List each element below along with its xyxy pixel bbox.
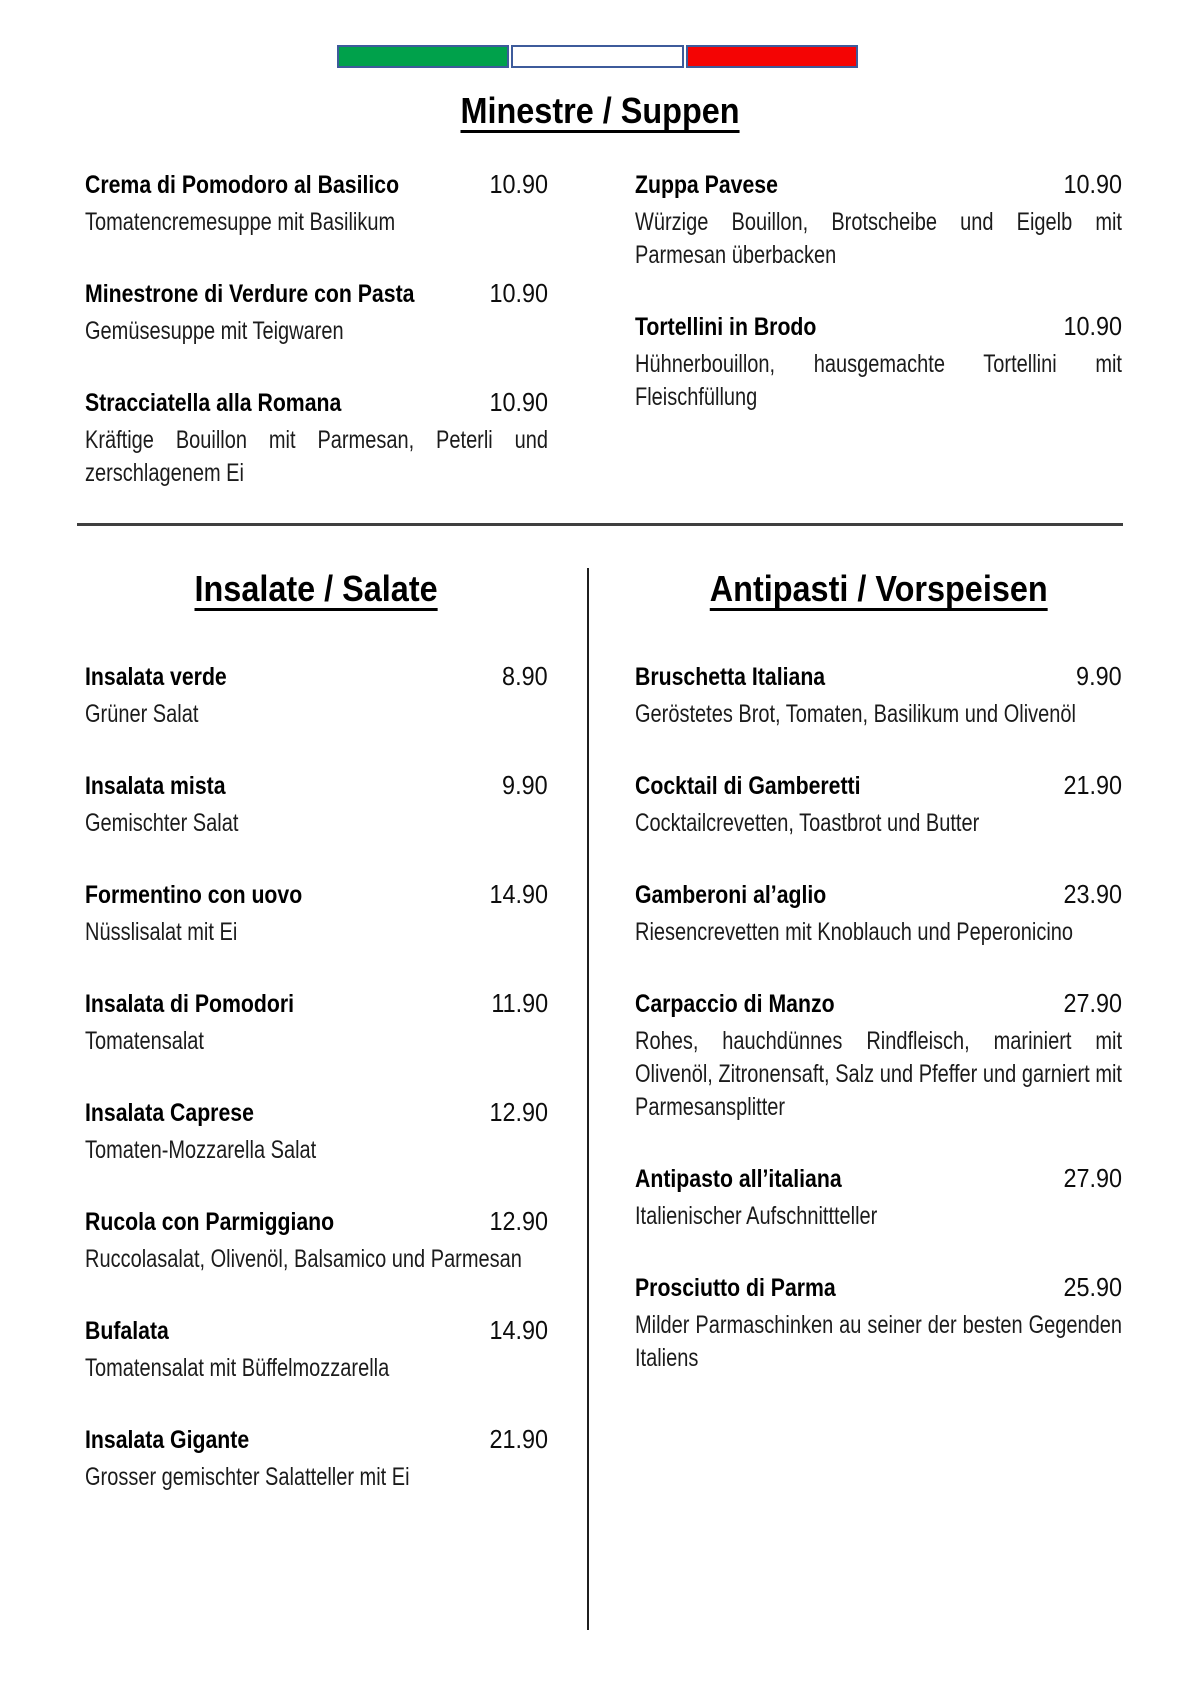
item-description: Kräftige Bouillon mit Parmesan, Peterli und zerschlagenem Ei xyxy=(85,426,548,487)
soups-left-column xyxy=(85,168,548,528)
menu-item-header xyxy=(635,1162,1122,1195)
item-description: Gemüsesuppe mit Teigwaren xyxy=(85,317,344,345)
item-price: 11.90 xyxy=(491,988,548,1018)
item-description: Riesencrevetten mit Knoblauch und Peperonicino xyxy=(635,918,1074,946)
item-description: Rohes, hauchdünnes Rindfleisch, mariniert mit Olivenöl, Zitronensaft, Salz und Pfeffer und garniert mit Parmesansplitter xyxy=(635,1027,1122,1121)
menu-item-header xyxy=(85,1205,548,1238)
item-name: Bruschetta Italiana xyxy=(635,663,826,691)
item-description: Tomatensalat xyxy=(85,1027,204,1055)
item-name: Carpaccio di Manzo xyxy=(635,990,835,1018)
menu-item xyxy=(85,987,548,1058)
menu-item-header xyxy=(85,1423,548,1456)
item-price: 9.90 xyxy=(1076,661,1122,691)
salads-title-text: Insalate / Salate xyxy=(194,568,439,609)
item-price: 14.90 xyxy=(489,1315,548,1345)
menu-item xyxy=(85,1096,548,1167)
item-name: Rucola con Parmiggiano xyxy=(85,1208,335,1236)
flag-red-stripe xyxy=(686,45,858,68)
menu-item-header xyxy=(85,386,548,419)
item-name: Bufalata xyxy=(85,1317,169,1345)
item-description: Würzige Bouillon, Brotscheibe und Eigelb mit Parmesan überbacken xyxy=(635,208,1122,269)
item-name: Insalata di Pomodori xyxy=(85,990,294,1018)
item-price: 21.90 xyxy=(1063,770,1122,800)
item-description: Grüner Salat xyxy=(85,700,199,728)
menu-item-header xyxy=(85,1314,548,1347)
antipasti-section xyxy=(635,568,1122,1532)
item-description: Grosser gemischter Salatteller mit Ei xyxy=(85,1463,410,1491)
menu-item xyxy=(635,168,1122,272)
item-price: 10.90 xyxy=(1063,169,1122,199)
item-name: Gamberoni al’aglio xyxy=(635,881,827,909)
item-description: Italienischer Aufschnittteller xyxy=(635,1202,878,1230)
item-name: Insalata mista xyxy=(85,772,226,800)
menu-item-header xyxy=(635,310,1122,343)
salads-section xyxy=(85,568,548,1532)
menu-item-header xyxy=(85,660,548,693)
item-description: Geröstetes Brot, Tomaten, Basilikum und Olivenöl xyxy=(635,700,1076,728)
antipasti-list xyxy=(635,660,1122,1375)
item-price: 12.90 xyxy=(489,1097,548,1127)
menu-item-header xyxy=(635,168,1122,201)
item-price: 10.90 xyxy=(489,278,548,308)
menu-item xyxy=(635,310,1122,414)
menu-item xyxy=(85,769,548,840)
menu-item xyxy=(635,769,1122,840)
menu-item xyxy=(635,1271,1122,1375)
item-price: 25.90 xyxy=(1063,1272,1122,1302)
item-name: Insalata verde xyxy=(85,663,227,691)
item-description: Tomaten-Mozzarella Salat xyxy=(85,1136,317,1164)
item-name: Stracciatella alla Romana xyxy=(85,389,342,417)
item-description: Milder Parmaschinken au seiner der besten Gegenden Italiens xyxy=(635,1311,1122,1372)
page-title-text: Minestre / Suppen xyxy=(460,90,740,131)
item-name: Cocktail di Gamberetti xyxy=(635,772,861,800)
menu-item xyxy=(635,660,1122,731)
menu-item-header xyxy=(635,1271,1122,1304)
antipasti-title xyxy=(635,568,1122,610)
item-price: 23.90 xyxy=(1063,879,1122,909)
menu-item xyxy=(85,168,548,239)
menu-item xyxy=(635,878,1122,949)
item-name: Prosciutto di Parma xyxy=(635,1274,836,1302)
item-price: 10.90 xyxy=(1063,311,1122,341)
salads-title xyxy=(85,568,548,610)
menu-item-header xyxy=(635,878,1122,911)
item-description: Cocktailcrevetten, Toastbrot und Butter xyxy=(635,809,980,837)
item-name: Tortellini in Brodo xyxy=(635,313,817,341)
horizontal-section-divider xyxy=(77,523,1123,526)
menu-item xyxy=(85,277,548,348)
italian-flag-icon xyxy=(337,45,858,68)
item-price: 10.90 xyxy=(489,169,548,199)
flag-green-stripe xyxy=(337,45,509,68)
menu-item xyxy=(635,1162,1122,1233)
item-name: Zuppa Pavese xyxy=(635,171,778,199)
soups-right-column xyxy=(635,168,1122,528)
item-price: 21.90 xyxy=(489,1424,548,1454)
item-name: Minestrone di Verdure con Pasta xyxy=(85,280,415,308)
menu-item-header xyxy=(85,1096,548,1129)
menu-item-header xyxy=(635,987,1122,1020)
menu-item xyxy=(85,878,548,949)
item-description: Ruccolasalat, Olivenöl, Balsamico und Parmesan xyxy=(85,1245,522,1273)
menu-item xyxy=(85,1314,548,1385)
item-name: Antipasto all’italiana xyxy=(635,1165,842,1193)
item-price: 27.90 xyxy=(1063,988,1122,1018)
menu-item-header xyxy=(85,168,548,201)
item-name: Insalata Gigante xyxy=(85,1426,250,1454)
menu-item xyxy=(85,1205,548,1276)
menu-item-header xyxy=(635,660,1122,693)
item-price: 8.90 xyxy=(502,661,548,691)
menu-item xyxy=(635,987,1122,1124)
item-description: Hühnerbouillon, hausgemachte Tortellini mit Fleischfüllung xyxy=(635,350,1122,411)
menu-item xyxy=(85,386,548,490)
page-title xyxy=(0,90,1200,132)
lower-sections xyxy=(85,568,1122,1532)
item-description: Tomatensalat mit Büffelmozzarella xyxy=(85,1354,390,1382)
salads-list xyxy=(85,660,548,1494)
menu-item xyxy=(85,660,548,731)
menu-item-header xyxy=(85,277,548,310)
menu-item-header xyxy=(85,769,548,802)
menu-item xyxy=(85,1423,548,1494)
item-description: Nüsslisalat mit Ei xyxy=(85,918,238,946)
item-price: 9.90 xyxy=(502,770,548,800)
item-name: Crema di Pomodoro al Basilico xyxy=(85,171,400,199)
flag-white-stripe xyxy=(511,45,683,68)
item-name: Insalata Caprese xyxy=(85,1099,254,1127)
menu-item-header xyxy=(85,987,548,1020)
soups-section xyxy=(85,158,1122,528)
item-price: 12.90 xyxy=(489,1206,548,1236)
menu-item-header xyxy=(85,878,548,911)
item-price: 27.90 xyxy=(1063,1163,1122,1193)
item-price: 10.90 xyxy=(489,387,548,417)
item-name: Formentino con uovo xyxy=(85,881,303,909)
item-description: Tomatencremesuppe mit Basilikum xyxy=(85,208,396,236)
menu-item-header xyxy=(635,769,1122,802)
item-description: Gemischter Salat xyxy=(85,809,239,837)
item-price: 14.90 xyxy=(489,879,548,909)
antipasti-title-text: Antipasti / Vorspeisen xyxy=(709,568,1048,609)
